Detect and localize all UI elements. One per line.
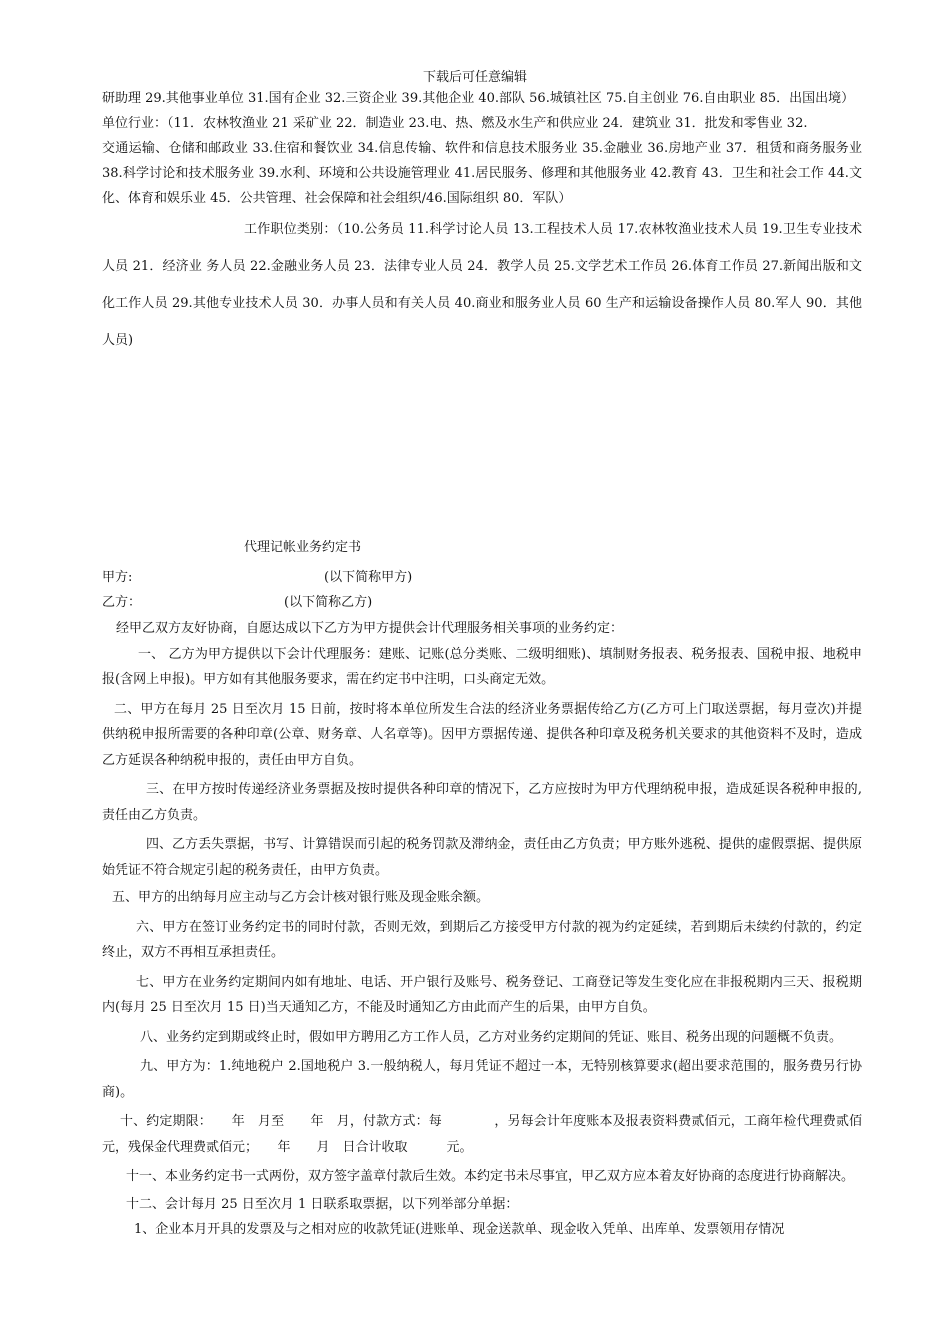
party-a-label: 甲方: xyxy=(102,570,133,585)
intro-paragraph: 经甲乙双方友好协商，自愿达成以下乙方为甲方提供会计代理服务相关事项的业务约定： xyxy=(116,621,624,636)
clause-1: 一、 乙方为甲方提供以下会计代理服务：建账、记账(总分类账、二级明细账)、填制财务报表、税务报表、国税申报、地税申报(含网上申报)。甲方如有其他服务要求，需在约定书中注明，口头商定无效。 xyxy=(102,646,862,687)
category-list xyxy=(102,86,862,359)
clause-9: 九、甲方为：1.纯地税户 2.国地税户 3.一般纳税人，每月凭证不超过一本，无特别核算要求(超出要求范围的，服务费另行协商)。 xyxy=(102,1059,862,1100)
clause-10: 十、约定期限： 年 月至 年 月，付款方式：每 ，另每会计年度账本及报表资料费贰佰元，工商年检代理费贰佰元，残保金代理费贰佰元； 年 月 日合计收取 元。 xyxy=(102,1114,862,1155)
clause-6: 六、甲方在签订业务约定书的同时付款，否则无效，到期后乙方接受甲方付款的视为约定延续，若到期后未续约付款的，约定终止，双方不再相互承担责任。 xyxy=(102,919,862,960)
agreement-body xyxy=(102,616,862,1243)
clause-12: 十二、会计每月 25 日至次月 1 日联系取票据，以下列举部分单据： xyxy=(126,1196,519,1212)
industry-list: 交通运输、仓储和邮政业 33.住宿和餐饮业 34.信息传输、软件和信息技术服务业 35.金融业 36.房地产业 37．租赁和商务服务业 38.科学讨论和技术服务业 39.水利、环境和公共设施管理业 41.居民服务、修理和其他服务业 42.教育 43．卫生和社会工作 44.文化、体育和娱乐业 45．公共管理、社会保障和社会组织/46.国际组织 80．军队） xyxy=(102,141,862,206)
party-b-note: (以下简称乙方) xyxy=(284,595,373,610)
clause-11: 十一、本业务约定书一式两份，双方签字盖章付款后生效。本约定书未尽事宜，甲乙双方应本着友好协商的态度进行协商解决。 xyxy=(126,1169,855,1184)
clause-5: 五、甲方的出纳每月应主动与乙方会计核对银行账及现金账余额。 xyxy=(112,890,490,905)
industry-head: 单位行业：（11．农林牧渔业 21 采矿业 22．制造业 23.电、热、燃及水生产和供应业 24．建筑业 31．批发和零售业 32. xyxy=(102,116,808,131)
party-a-note: (以下简称甲方) xyxy=(324,570,413,585)
clause-2: 二、甲方在每月 25 日至次月 15 日前，按时将本单位所发生合法的经济业务票据传给乙方(乙方可上门取送票据，每月壹次)并提供纳税申报所需要的各种印章(公章、财务章、人名章等)。因甲方票据传递、提供各种印章及税务机关要求的其他资料不及时，造成乙方延误各种纳税申报的，责任由甲方自负。 xyxy=(102,701,862,768)
party-b-label: 乙方： xyxy=(102,595,142,610)
job-category-list: 工作职位类别：（10.公务员 11.科学讨论人员 13.工程技术人员 17.农林牧渔业技术人员 19.卫生专业技术人员 21．经济业 务人员 22.金融业务人员 23．法律专业人员 24．教学人员 25.文学艺术工作员 26.体育工作员 27.新闻出版和文化工作人员 29.其他专业技术人员 30．办事人员和有关人员 40.商业和服务业人员 60 生产和运输设备操作人员 80.军人 90．其他人员) xyxy=(102,222,862,348)
page-header: 下载后可任意编辑 xyxy=(422,70,527,85)
document-title: 代理记帐业务约定书 xyxy=(244,540,362,555)
clause-8: 八、业务约定到期或终止时，假如甲方聘用乙方工作人员，乙方对业务约定期间的凭证、账目、税务出现的问题概不负责。 xyxy=(140,1029,843,1045)
receipt-item-1: 1、企业本月开具的发票及与之相对应的收款凭证(进账单、现金送款单、现金收入凭单、出库单、发票领用存情况 xyxy=(134,1222,785,1237)
employer-type-line: 研助理 29.其他事业单位 31.国有企业 32.三资企业 39.其他企业 40.部队 56.城镇社区 75.自主创业 76.自由职业 85．出国出境） xyxy=(102,91,855,106)
clause-3: 三、在甲方按时传递经济业务票据及按时提供各种印章的情况下，乙方应按时为甲方代理纳税申报，造成延误各税种申报的, 责任由乙方负责。 xyxy=(102,782,862,823)
clause-4: 四、乙方丢失票据，书写、计算错误而引起的税务罚款及滞纳金，责任由乙方负责；甲方账外逃税、提供的虚假票据、提供原始凭证不符合规定引起的税务责任，由甲方负责。 xyxy=(102,837,862,878)
clause-7: 七、甲方在业务约定期间内如有地址、电话、开户银行及账号、税务登记、工商登记等发生变化应在非报税期内三天、报税期内(每月 25 日至次月 15 日)当天通知乙方，不能及时通知乙方由此而产生的后果，由甲方自负。 xyxy=(102,974,862,1015)
